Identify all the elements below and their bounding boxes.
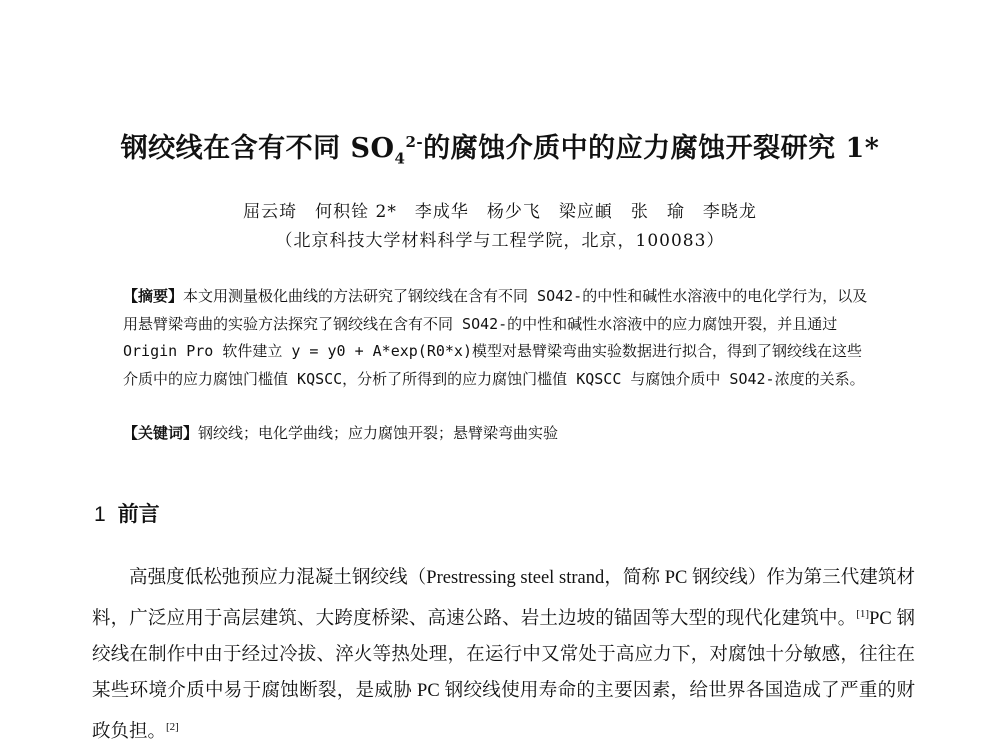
- section-heading: [94, 498, 160, 528]
- abstract-label: 【摘要】: [123, 287, 184, 305]
- author-list: 屈云琦 何积铨 2* 李成华 杨少飞 梁应頔 张 瑜 李晓龙: [243, 202, 757, 222]
- paper-title: 钢绞线在含有不同 $SO_4^{2-}$的腐蚀介质中的应力腐蚀开裂研究 1*: [120, 133, 880, 168]
- keywords-text: 钢绞线；电化学曲线；应力腐蚀开裂；悬臂梁弯曲实验: [198, 424, 559, 442]
- keywords-label: 【关键词】: [123, 424, 199, 442]
- title-superscript: 2-: [405, 133, 424, 151]
- abstract-text: 本文用测量极化曲线的方法研究了钢绞线在含有不同 SO42-的中性和碱性水溶液中的电化学行为，以及用悬臂梁弯曲的实验方法探究了钢绞线在含有不同 SO42-的中性和碱性水溶液中的应力腐蚀开裂，并且通过 Origin Pro 软件建立 y = y0 + A*exp(R0*x)模型对悬臂梁弯曲实验数据进行拟合，得到了钢绞线在这些介质中的应力腐蚀门槛值 KQSCC，分析了所得到的应力腐蚀门槛值 KQSCC 与腐蚀介质中 SO42-浓度的关系。: [123, 287, 868, 388]
- section-title: 前言: [117, 502, 160, 526]
- body-paragraph: 高强度低松弛预应力混凝土钢绞线（Prestressing steel strand，简称 PC 钢绞线）作为第三代建筑材料，广泛应用于高层建筑、大跨度桥梁、高速公路、岩土边坡的锚固等大型的现代化建筑中。[1]PC 钢绞线在制作中由于经过冷拔、淬火等热处理，在运行中又常处于高应力下，对腐蚀十分敏感，往往在某些环境介质中易于腐蚀断裂，是威胁 PC 钢绞线使用寿命的主要因素，给世界各国造成了严重的财政负担。[2]: [92, 568, 915, 743]
- citation-ref[interactable]: [1]: [856, 608, 870, 620]
- section-number: 1: [94, 503, 106, 526]
- citation-ref[interactable]: [2]: [166, 721, 179, 734]
- title-subscript: 4: [394, 149, 406, 168]
- keywords: [123, 420, 875, 447]
- abstract: [123, 283, 875, 393]
- affiliation: （北京科技大学材料科学与工程学院，北京，100083）: [275, 231, 725, 251]
